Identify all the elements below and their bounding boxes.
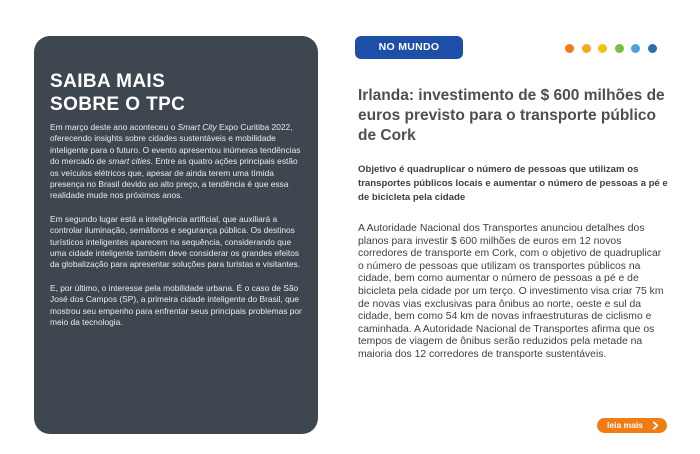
dot-orange bbox=[565, 44, 574, 53]
info-sidebar bbox=[34, 36, 318, 434]
sidebar-title-line1: SAIBA MAIS bbox=[50, 71, 166, 92]
sidebar-text-italic: smart cities bbox=[108, 156, 151, 167]
dot-amber bbox=[582, 44, 591, 53]
chevron-right-icon bbox=[651, 421, 660, 430]
sidebar-paragraph: Em segundo lugar está a inteligência artificial, que auxiliará a controlar iluminação, semáforos e segurança pública. Os destinos turísticos inteligentes aparecem na sequência, considerando que uma cidade inteligente também deve considerar os grandes efeitos da globalização para apresentar soluções para turistas e visitantes. bbox=[50, 213, 300, 270]
sidebar-title-line2: SOBRE O TPC bbox=[50, 94, 186, 115]
sidebar-paragraph bbox=[50, 122, 302, 202]
read-more-button[interactable] bbox=[597, 418, 667, 433]
sidebar-title bbox=[50, 70, 302, 116]
sidebar-body bbox=[50, 122, 302, 329]
sidebar-text: Expo Curitiba 2022, oferecendo insights sobre cidades sustentáveis e mobilidade inteligente para o futuro. O evento apresentou inúmeras tendências do mercado de bbox=[50, 122, 301, 167]
sidebar-text: . Entre as quatro ações principais estão os veículos elétricos que, apesar de ainda terem uma tímida presença no Brasil devido ao alto preço, a tendência é que essa realidade mude nos próximos anos. bbox=[50, 156, 298, 201]
article-body: A Autoridade Nacional dos Transportes anunciou detalhes dos planos para investir $ 600 milhões de euros em 12 novos corredores de transporte em Cork, com o objetivo de quadruplicar o número de pessoas que utilizam os transportes públicos na cidade, bem como aumentar o número de pessoas a pé e de bicicleta pela cidade por um terço. O investimento visa criar 75 km de novas vias exclusivas para ônibus ao norte, oeste e sul da cidade, bem como 54 km de novas infraestruturas de ciclismo e caminhada. A Autoridade Nacional de Transportes afirma que os tempos de viagem de ônibus serão reduzidos pela metade na maioria dos 12 corredores de transporte sustentáveis. bbox=[358, 223, 664, 360]
dot-light-blue bbox=[631, 44, 640, 53]
article-lead: Objetivo é quadruplicar o número de pessoas que utilizam os transportes públicos locais e aumentar o número de pessoas a pé e de bicicleta pela cidade bbox=[358, 164, 668, 203]
sidebar-paragraph: E, por último, o interesse pela mobilidade urbana. É o caso de São José dos Campos (SP), a primeira cidade inteligente do Brasil, que mostrou seu empenho para enfrentar seus principais problemas por meio da tecnologia. bbox=[50, 282, 302, 328]
article bbox=[358, 86, 668, 362]
dot-blue bbox=[648, 44, 657, 53]
sidebar-text: Em março deste ano aconteceu o bbox=[50, 122, 178, 132]
dot-green bbox=[615, 44, 624, 53]
decorative-dots bbox=[565, 44, 657, 54]
article-headline: Irlanda: investimento de $ 600 milhões de euros previsto para o transporte público de Cork bbox=[358, 87, 665, 144]
section-tag: NO MUNDO bbox=[355, 36, 463, 59]
read-more-label: leia mais bbox=[607, 420, 643, 430]
dot-yellow bbox=[598, 44, 607, 53]
sidebar-text-italic: Smart City bbox=[177, 122, 217, 132]
